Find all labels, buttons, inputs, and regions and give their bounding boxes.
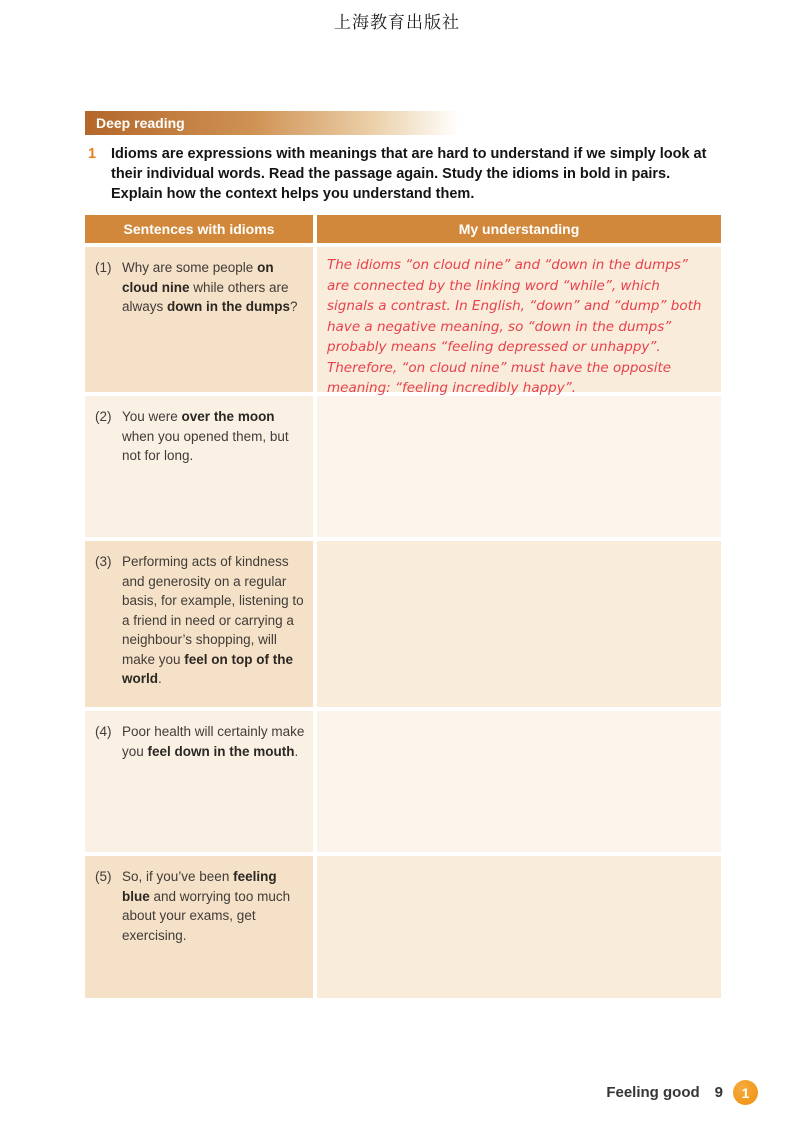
- section-banner: [85, 111, 459, 135]
- row3-item-number: (3): [95, 554, 112, 569]
- row3-sentence-text: [122, 552, 305, 707]
- page-number: 9: [714, 1084, 723, 1101]
- unit-title: Feeling good: [606, 1084, 700, 1101]
- sentence-segment: Performing acts of kindness and generosity on a regular basis, for example, listening to a friend in need or carrying a neighbour’s shopping, will make you: [122, 554, 304, 667]
- row2-sentence-text: [122, 407, 305, 537]
- idiom-bold: feel on top of the world: [122, 651, 294, 686]
- sentence-segment: So, if you’ve been: [122, 869, 234, 884]
- table-header-understanding: [317, 215, 721, 243]
- sentence-segment: when you opened them, but not for long.: [122, 428, 289, 463]
- exercise-instruction-text: Idioms are expressions with meanings that are hard to understand if we simply look at their individual words. Read the passage again. Study the idioms in bold in pairs. Explain how the context helps you understand them.: [111, 146, 707, 202]
- publisher-name: 上海教育出版社: [334, 13, 460, 32]
- row5-item-number: (5): [95, 869, 112, 884]
- idiom-bold: on cloud nine: [122, 260, 274, 295]
- sentence-segment: and worrying too much about your exams, get exercising.: [122, 888, 291, 943]
- unit-number-badge: 1: [733, 1080, 758, 1105]
- idioms-table: [85, 215, 721, 998]
- section-banner-label: Deep reading: [96, 115, 185, 131]
- row1-understanding-cell: [317, 247, 721, 396]
- sentence-segment: You were: [122, 409, 182, 424]
- idiom-bold: down in the dumps: [167, 299, 291, 314]
- row2-item-number: (2): [95, 409, 112, 424]
- row4-item-number: (4): [95, 724, 112, 739]
- table-header-understanding-label: My understanding: [458, 221, 580, 237]
- idiom-bold: feel down in the mouth: [147, 743, 295, 759]
- row4-understanding-cell: [317, 711, 721, 852]
- row5-understanding-cell: [317, 856, 721, 998]
- row1-sentence-cell: [85, 247, 313, 392]
- row1-handwritten-answer: The idioms “on cloud nine” and “down in the dumps” are connected by the linking word “while”, which signals a contrast. In English, “down” and “dump” both have a negative meaning, so “down in the dumps” probably means “feeling depressed or unhappy”. Therefore, “on cloud nine” must have the opposite meaning: “feeling incredibly happy”.: [327, 257, 702, 396]
- exercise-number: 1: [88, 146, 97, 162]
- row1-sentence-text: [122, 258, 305, 392]
- sentence-segment: .: [294, 743, 299, 759]
- sentence-segment: while others are always: [122, 279, 289, 314]
- row5-sentence-text: [122, 867, 305, 998]
- table-header-sentences: [85, 215, 313, 243]
- row3-understanding-cell: [317, 541, 721, 707]
- idiom-bold: feeling blue: [122, 869, 277, 904]
- exercise-instruction: [88, 144, 724, 204]
- idiom-bold: over the moon: [181, 409, 275, 424]
- row2-sentence-cell: [85, 396, 313, 537]
- sentence-segment: .: [158, 671, 162, 686]
- row5-sentence-cell: [85, 856, 313, 998]
- row1-item-number: (1): [95, 260, 112, 275]
- sentence-segment: Why are some people: [122, 260, 258, 275]
- page-footer: [606, 1080, 758, 1105]
- sentence-segment: ?: [290, 299, 298, 314]
- row3-sentence-cell: [85, 541, 313, 707]
- row4-sentence-cell: [85, 711, 313, 852]
- row4-sentence-text: [122, 722, 305, 852]
- sentence-segment: Poor health will certainly make you: [122, 724, 305, 759]
- table-header-sentences-label: Sentences with idioms: [123, 221, 275, 237]
- row2-understanding-cell: [317, 396, 721, 537]
